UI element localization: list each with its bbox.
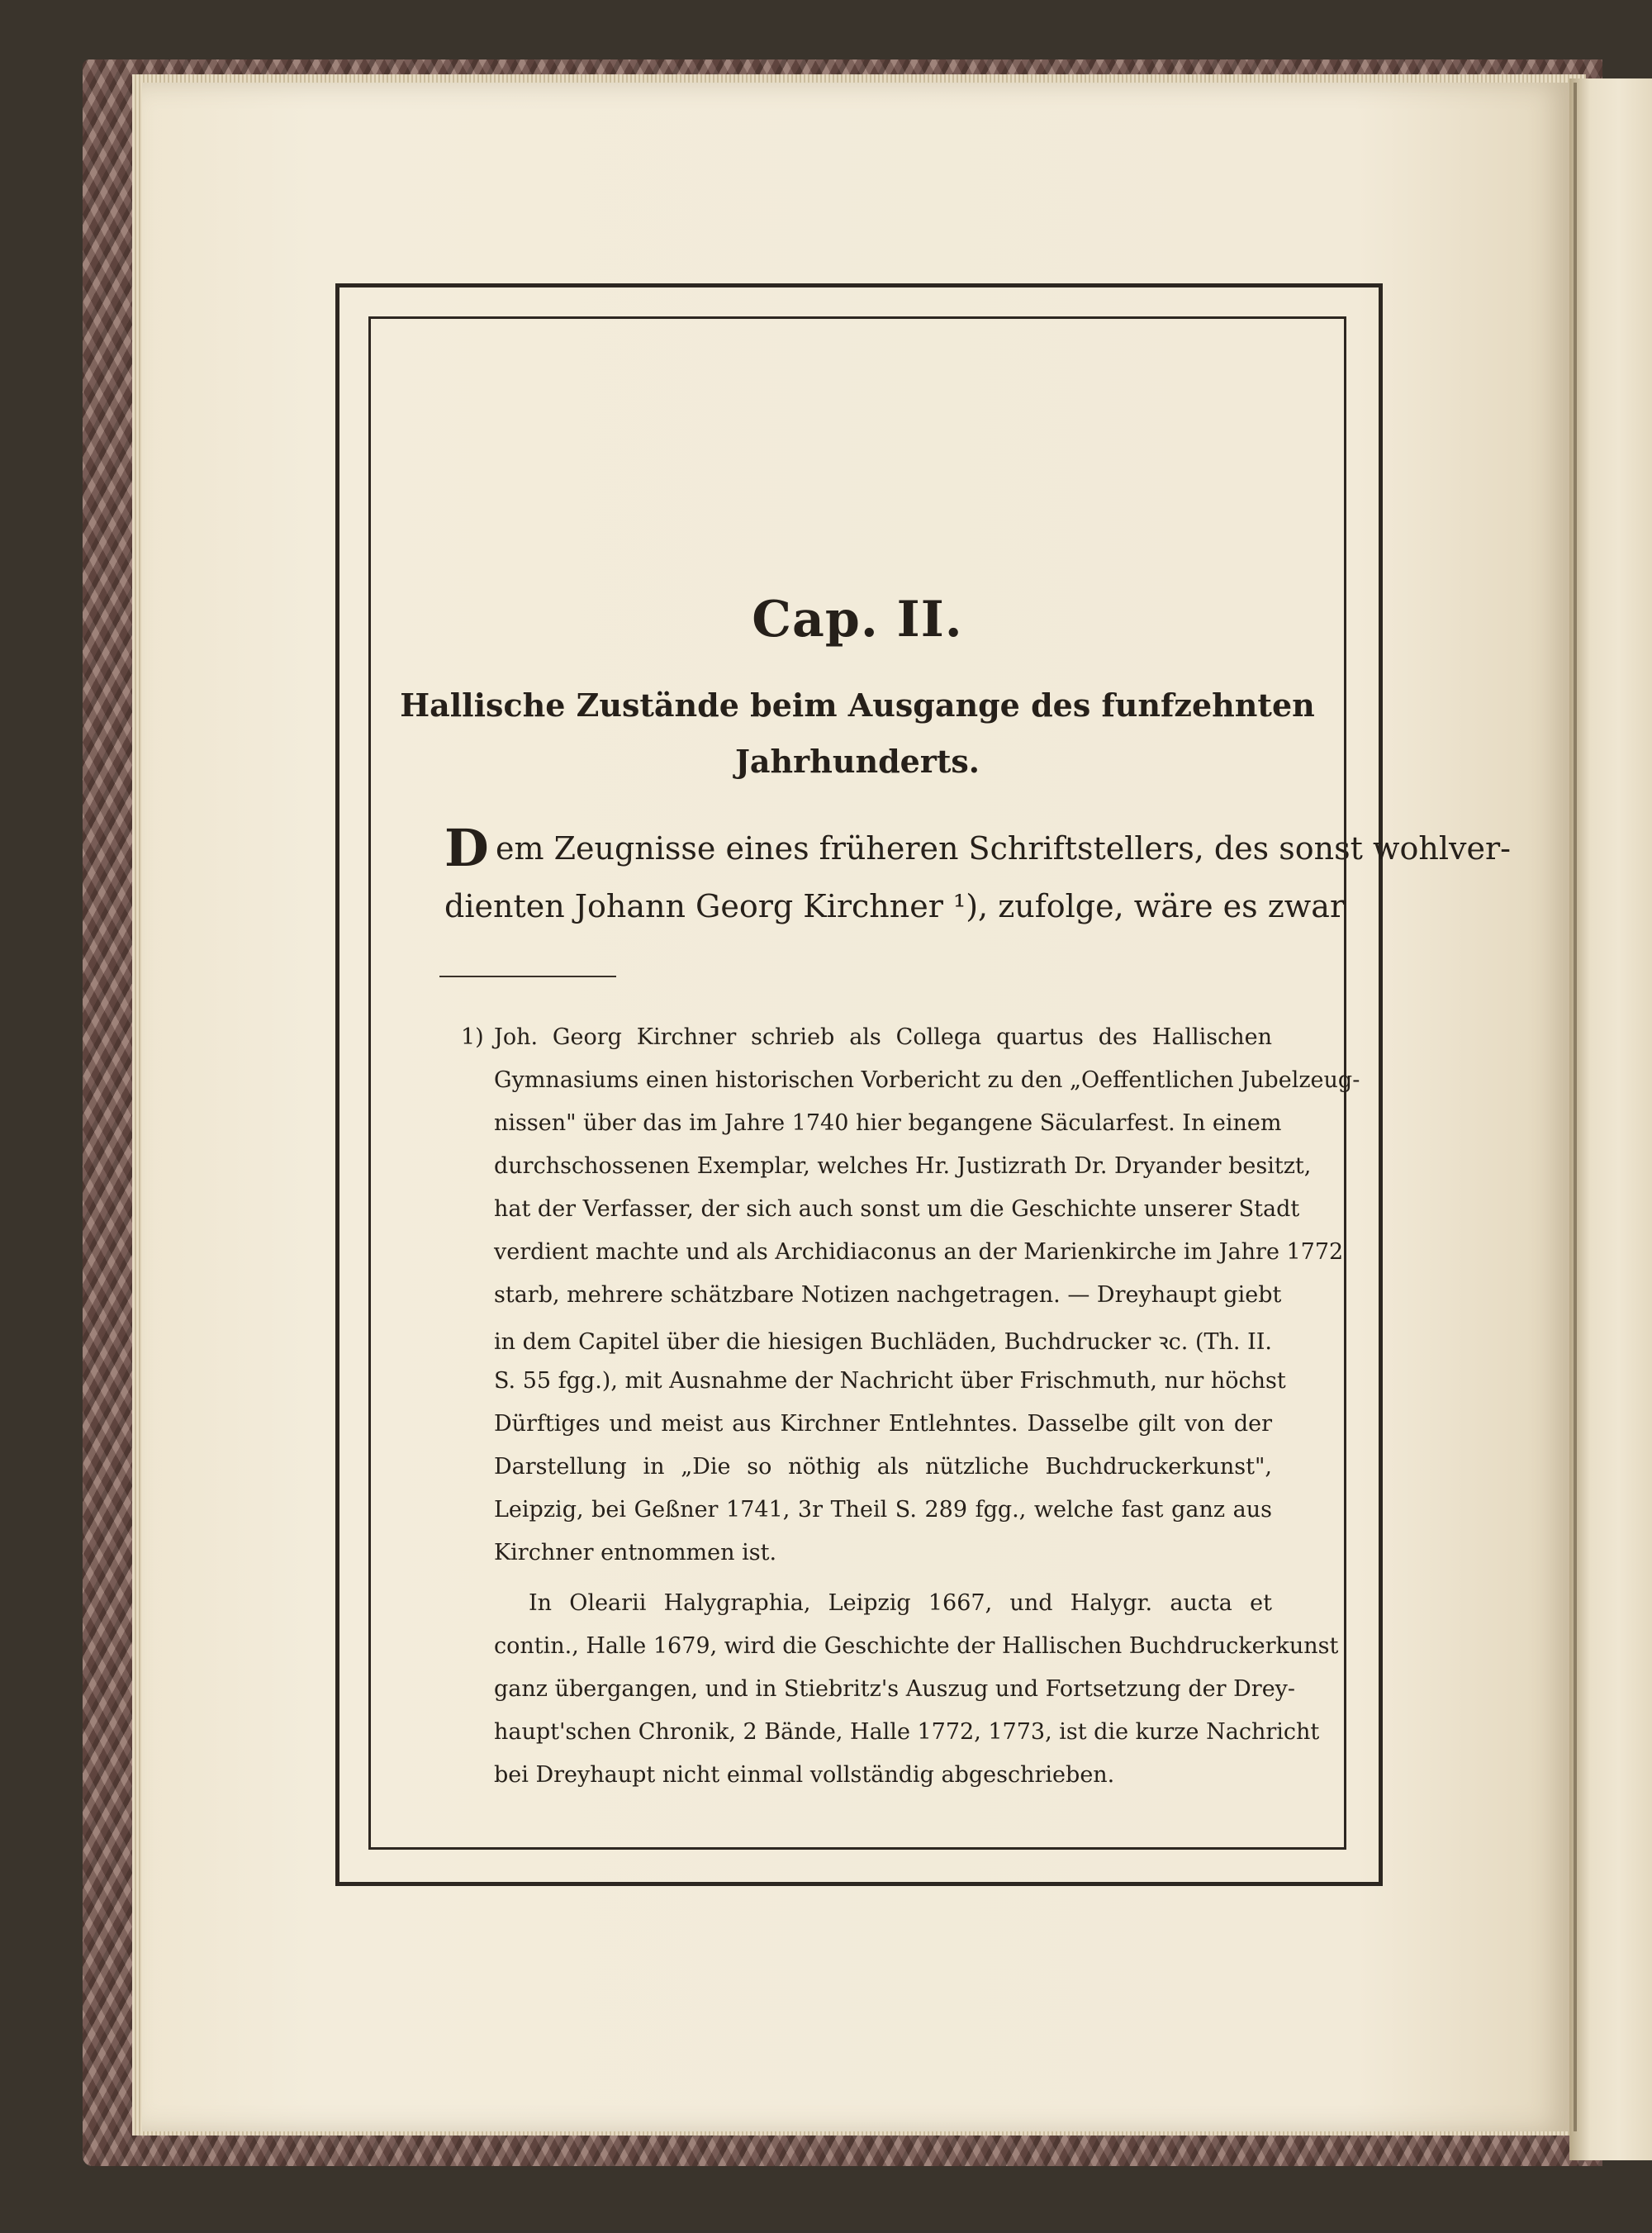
footnote-line: starb, mehrere schätzbare Notizen nachgetragen. — Dreyhaupt giebt <box>494 1282 1282 1308</box>
footnote-paragraph-line: In Olearii Halygraphia, Leipzig 1667, und Halygr. aucta et <box>529 1590 1272 1616</box>
gutter-shadow <box>1574 83 1577 2131</box>
footnote-marker: 1) <box>461 1024 484 1050</box>
footnote-paragraph-line: bei Dreyhaupt nicht einmal vollständig abgeschrieben. <box>494 1762 1115 1788</box>
right-page-edge <box>1569 78 1652 2160</box>
footnote-line: Kirchner entnommen ist. <box>494 1540 777 1565</box>
footnote-paragraph-line: ganz übergangen, und in Stiebritz's Auszug und Fortsetzung der Drey- <box>494 1676 1296 1702</box>
footnote-line: Gymnasiums einen historischen Vorbericht zu den „Oeffentlichen Jubelzeug- <box>494 1067 1360 1093</box>
footnote-rule <box>439 976 616 977</box>
footnote-line: hat der Verfasser, der sich auch sonst um die Geschichte unserer Stadt <box>494 1196 1300 1222</box>
drop-cap: D <box>444 818 489 878</box>
heading-line-1: Hallische Zustände beim Ausgange des funfzehnten <box>400 687 1315 724</box>
footnote-line: Joh. Georg Kirchner schrieb als Collega quartus des Hallischen <box>494 1024 1272 1050</box>
chapter-heading <box>368 677 1346 790</box>
footnote-paragraph-line: contin., Halle 1679, wird die Geschichte der Hallischen Buchdruckerkunst <box>494 1633 1339 1659</box>
footnote-line: Leipzig, bei Geßner 1741, 3r Theil S. 289 fgg., welche fast ganz aus <box>494 1497 1272 1523</box>
footnote-line: verdient machte und als Archidiaconus an der Marienkirche im Jahre 1772 <box>494 1239 1344 1265</box>
chapter-title: Cap. II. <box>752 591 963 649</box>
body-line-2: dienten Johann Georg Kirchner ¹), zufolge, wäre es zwar <box>444 888 1346 924</box>
footnote-line: nissen" über das im Jahre 1740 hier begangene Säcularfest. In einem <box>494 1110 1282 1136</box>
footnote-line: durchschossenen Exemplar, welches Hr. Justizrath Dr. Dryander besitzt, <box>494 1153 1312 1179</box>
footnote-line: in dem Capitel über die hiesigen Buchläden, Buchdrucker ꝛc. (Th. II. <box>494 1329 1272 1355</box>
heading-line-2: Jahrhunderts. <box>734 743 980 780</box>
footnote-line: S. 55 fgg.), mit Ausnahme der Nachricht über Frischmuth, nur höchst <box>494 1368 1286 1394</box>
footnote-paragraph-line: haupt'schen Chronik, 2 Bände, Halle 1772, 1773, ist die kurze Nachricht <box>494 1719 1320 1745</box>
footnote-line: Darstellung in „Die so nöthig als nützliche Buchdruckerkunst", <box>494 1454 1272 1480</box>
footnote-line: Dürftiges und meist aus Kirchner Entlehntes. Dasselbe gilt von der <box>494 1411 1272 1437</box>
body-line-1: em Zeugnisse eines früheren Schriftstellers, des sonst wohlver- <box>496 830 1511 867</box>
